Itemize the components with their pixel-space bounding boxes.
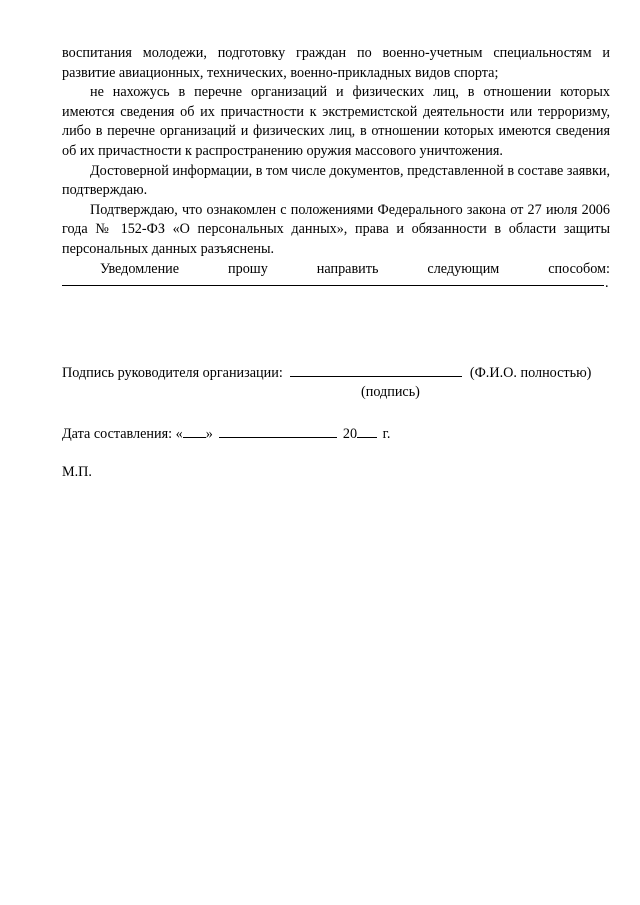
paragraph-2: не нахожусь в перечне организаций и физических лиц, в отношении которых имеются сведения об их причастности к экстремистской деятельности или терроризму, либо в перечне организаций и физических лиц, в отношении которых имеются сведения об их причастности к распространению оружия массового уничтожения.: [62, 84, 610, 159]
notification-word-1: Уведомление: [100, 260, 180, 277]
date-month-field[interactable]: [219, 425, 337, 438]
notification-word-3: направить: [316, 260, 379, 277]
notification-word-5: способом:: [548, 260, 610, 277]
paragraph-1: воспитания молодежи, подготовку граждан по военно-учетным специальностям и развитие авиационных, технических, военно-прикладных видов спорта;: [62, 45, 610, 81]
paragraph-4: Подтверждаю, что ознакомлен с положениями Федерального закона от 27 июля 2006 года № 152-ФЗ «О персональных данных», права и обязанности в области защиты персональных данных разъяснены.: [62, 201, 610, 257]
date-year-suffix: г.: [382, 426, 391, 442]
signature-fio-label: (Ф.И.О. полностью): [469, 365, 592, 381]
signature-row: [62, 364, 610, 384]
notification-method-underline: [62, 285, 604, 286]
paragraph-3: Достоверной информации, в том числе документов, представленной в составе заявки, подтверждаю.: [62, 162, 610, 199]
date-year-prefix: 20: [342, 426, 358, 442]
date-close-quote: »: [205, 426, 213, 442]
notification-word-2: прошу: [228, 260, 268, 277]
signature-field[interactable]: [290, 364, 462, 377]
notification-end-dot: .: [605, 275, 609, 292]
stamp-label: М.П.: [62, 464, 92, 480]
date-year-field[interactable]: [357, 425, 377, 438]
notification-word-4: следующим: [427, 260, 500, 277]
signature-label: Подпись руководителя организации:: [62, 365, 283, 381]
signature-caption: (подпись): [361, 384, 420, 400]
date-day-field[interactable]: [183, 425, 206, 438]
notification-line: [62, 260, 610, 280]
date-label: Дата составления: «: [62, 426, 183, 442]
document-body: [62, 44, 610, 293]
date-row: [62, 425, 390, 445]
notification-method-field[interactable]: [62, 275, 610, 293]
